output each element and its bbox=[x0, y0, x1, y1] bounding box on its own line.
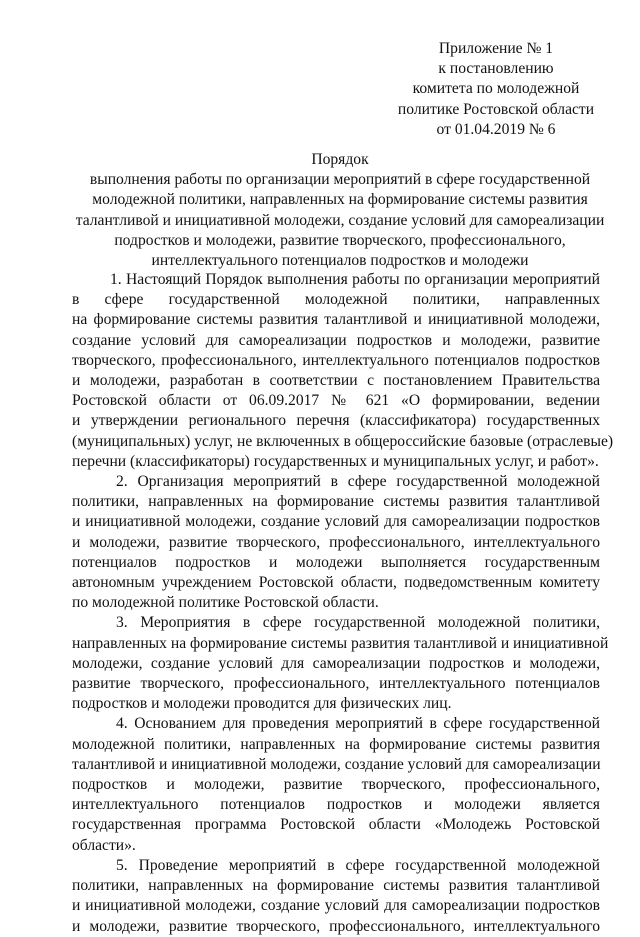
heading-line: интеллектуального потенциалов подростков и молодежи bbox=[151, 252, 529, 270]
document-heading bbox=[60, 150, 620, 271]
text-line: государственная программа Ростовской области «Молодежь Ростовской bbox=[72, 816, 600, 834]
text-line: по молодежной политике Ростовской области. bbox=[72, 594, 379, 612]
text-line: Ростовской области от 06.09.2017 № 621 «О формировании, ведении bbox=[72, 392, 600, 410]
text-line: 3. Мероприятия в сфере государственной молодежной политики, bbox=[116, 614, 600, 632]
text-line: потенциалов подростков и молодежи выполняется государственным bbox=[72, 553, 600, 571]
paragraph-1 bbox=[72, 270, 614, 472]
text-line: направленных на формирование системы развития талантливой и инициативной bbox=[72, 634, 609, 652]
text-line: развитие творческого, профессионального, интеллектуального потенциалов bbox=[72, 675, 600, 693]
text-line: интеллектуального потенциалов подростков и молодежи является bbox=[72, 796, 600, 814]
text-line: на формирование системы развития талантливой и инициативной молодежи, bbox=[72, 311, 600, 329]
text-line: и молодежи, разработан в соответствии с постановлением Правительства bbox=[72, 372, 600, 390]
text-line: 2. Организация мероприятий в сфере государственной молодежной bbox=[116, 473, 600, 491]
attachment-line: комитета по молодежной bbox=[412, 80, 580, 98]
text-line: (муниципальных) услуг, не включенных в общероссийские базовые (отраслевые) bbox=[72, 432, 614, 450]
document-body bbox=[72, 270, 614, 937]
text-line: области». bbox=[72, 836, 136, 854]
attachment-line: Приложение № 1 bbox=[438, 40, 554, 57]
text-line: и инициативной молодежи, создание условий для самореализации подростков bbox=[72, 513, 600, 531]
text-line: молодежной политики, направленных на формирование системы развития bbox=[72, 735, 600, 753]
text-line: автономным учреждением Ростовской области, подведомственным комитету bbox=[72, 574, 600, 592]
document-title: Порядок bbox=[311, 151, 369, 168]
text-line: талантливой и инициативной молодежи, создание условий для самореализации bbox=[72, 755, 601, 773]
text-line: 1. Настоящий Порядок выполнения работы по организации мероприятий bbox=[110, 271, 600, 288]
attachment-block bbox=[396, 39, 596, 140]
text-line: политики, направленных на формирование системы развития талантливой bbox=[72, 877, 600, 895]
text-line: творческого, профессионального, интеллектуального потенциалов подростков bbox=[72, 351, 600, 369]
text-line: создание условий для самореализации подростков и молодежи, развитие bbox=[72, 331, 600, 349]
text-line: и молодежи, развитие творческого, профессионального, интеллектуального bbox=[72, 917, 600, 935]
attachment-line: политике Ростовской области bbox=[397, 100, 595, 118]
text-line: 4. Основанием для проведения мероприятий в сфере государственной bbox=[116, 715, 600, 733]
text-line: подростков и молодежи проводится для физических лиц. bbox=[72, 695, 452, 713]
text-line: перечни (классификаторы) государственных и муниципальных услуг, и работ». bbox=[72, 452, 599, 470]
heading-line: молодежной политики, направленных на формирование системы развития bbox=[92, 191, 588, 209]
heading-line: выполнения работы по организации мероприятий в сфере государственной bbox=[89, 171, 591, 189]
heading-line: подростков и молодежи, развитие творческого, профессионального, bbox=[114, 231, 566, 249]
heading-line: талантливой и инициативной молодежи, создание условий для самореализации bbox=[75, 211, 605, 229]
text-line: 5. Проведение мероприятий в сфере государственной молодежной bbox=[116, 856, 600, 874]
attachment-line: к постановлению bbox=[438, 60, 554, 78]
text-line: политики, направленных на формирование системы развития талантливой bbox=[72, 493, 600, 511]
text-line: и инициативной молодежи, создание условий для самореализации подростков bbox=[72, 897, 600, 915]
text-line: подростков и молодежи, развитие творческого, профессионального, bbox=[72, 776, 600, 794]
paragraph-4 bbox=[72, 714, 600, 855]
text-line: и молодежи, развитие творческого, профессионального, интеллектуального bbox=[72, 533, 600, 551]
paragraph-5 bbox=[72, 856, 600, 937]
paragraph-2 bbox=[72, 472, 600, 613]
text-line: молодежи, создание условий для самореализации подростков и молодежи, bbox=[72, 654, 600, 672]
text-line: в сфере государственной молодежной политики, направленных bbox=[72, 291, 600, 309]
text-line: и утверждении регионального перечня (классификатора) государственных bbox=[72, 412, 600, 430]
attachment-line: от 01.04.2019 № 6 bbox=[436, 120, 556, 138]
paragraph-3 bbox=[72, 613, 609, 714]
